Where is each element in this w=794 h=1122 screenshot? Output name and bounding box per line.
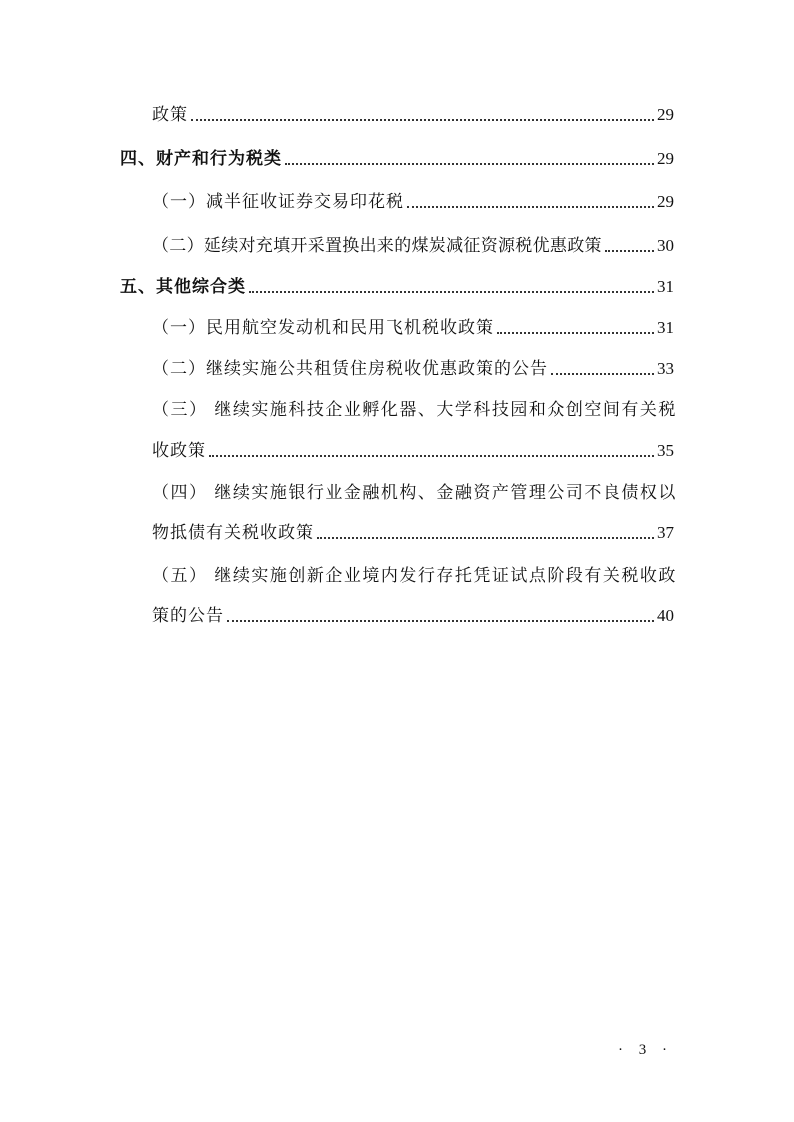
- toc-page-number: 31: [657, 318, 674, 337]
- toc-page-number: 33: [657, 359, 674, 378]
- toc-entry-5-1[interactable]: [152, 313, 674, 343]
- dot-leader: [249, 291, 654, 293]
- dot-leader: [497, 332, 654, 334]
- toc-entry-text: （四） 继续实施银行业金融机构、金融资产管理公司不良债权以: [152, 483, 677, 503]
- dot-leader: [285, 163, 654, 165]
- toc-entry-5-3[interactable]: [152, 395, 677, 425]
- toc-section-heading-5[interactable]: [120, 272, 674, 302]
- toc-section-heading-4[interactable]: [120, 144, 674, 174]
- toc-entry-text: （二）继续实施公共租赁住房税收优惠政策的公告: [152, 359, 548, 379]
- toc-entry-5-4[interactable]: [152, 478, 677, 508]
- toc-entry-5-2[interactable]: [152, 354, 674, 384]
- toc-entry-text: （二）延续对充填开采置换出来的煤炭减征资源税优惠政策: [152, 236, 602, 256]
- toc-entry-text: （一）减半征收证券交易印花税: [152, 192, 404, 212]
- toc-entry-text: （五） 继续实施创新企业境内发行存托凭证试点阶段有关税收政: [152, 566, 677, 586]
- dot-leader: [551, 373, 654, 375]
- toc-entry-text: 四、财产和行为税类: [120, 149, 282, 169]
- toc-page-number: 37: [657, 523, 674, 542]
- toc-page-number: 29: [657, 149, 674, 168]
- toc-entry-5-3-continuation[interactable]: [152, 436, 674, 466]
- toc-page-number: 29: [657, 105, 674, 124]
- toc-entry-text: 物抵债有关税收政策: [152, 523, 314, 543]
- toc-entry-4-1[interactable]: [152, 187, 674, 217]
- toc-entry-text: 收政策: [152, 441, 206, 461]
- toc-entry-text: （一）民用航空发动机和民用飞机税收政策: [152, 318, 494, 338]
- toc-page-number: 35: [657, 441, 674, 460]
- toc-entry-5-5-continuation[interactable]: [152, 601, 674, 631]
- dot-leader: [209, 455, 654, 457]
- toc-entry-continuation[interactable]: [152, 100, 674, 130]
- toc-page-number: 29: [657, 192, 674, 211]
- dot-leader: [407, 206, 654, 208]
- toc-page-number: 40: [657, 606, 674, 625]
- toc-entry-5-4-continuation[interactable]: [152, 518, 674, 548]
- toc-entry-text: （三） 继续实施科技企业孵化器、大学科技园和众创空间有关税: [152, 400, 677, 420]
- dot-leader: [317, 537, 654, 539]
- toc-entry-text: 五、其他综合类: [120, 277, 246, 297]
- dot-leader: [227, 620, 654, 622]
- toc-entry-5-5[interactable]: [152, 561, 677, 591]
- toc-entry-4-2[interactable]: [152, 231, 674, 261]
- dot-leader: [605, 250, 654, 252]
- toc-page-number: 30: [657, 236, 674, 255]
- toc-page-number: 31: [657, 277, 674, 296]
- toc-entry-text: 策的公告: [152, 606, 224, 626]
- dot-leader: [191, 119, 654, 121]
- page-number-footer: · 3 ·: [618, 1042, 673, 1058]
- toc-entry-text: 政策: [152, 105, 188, 125]
